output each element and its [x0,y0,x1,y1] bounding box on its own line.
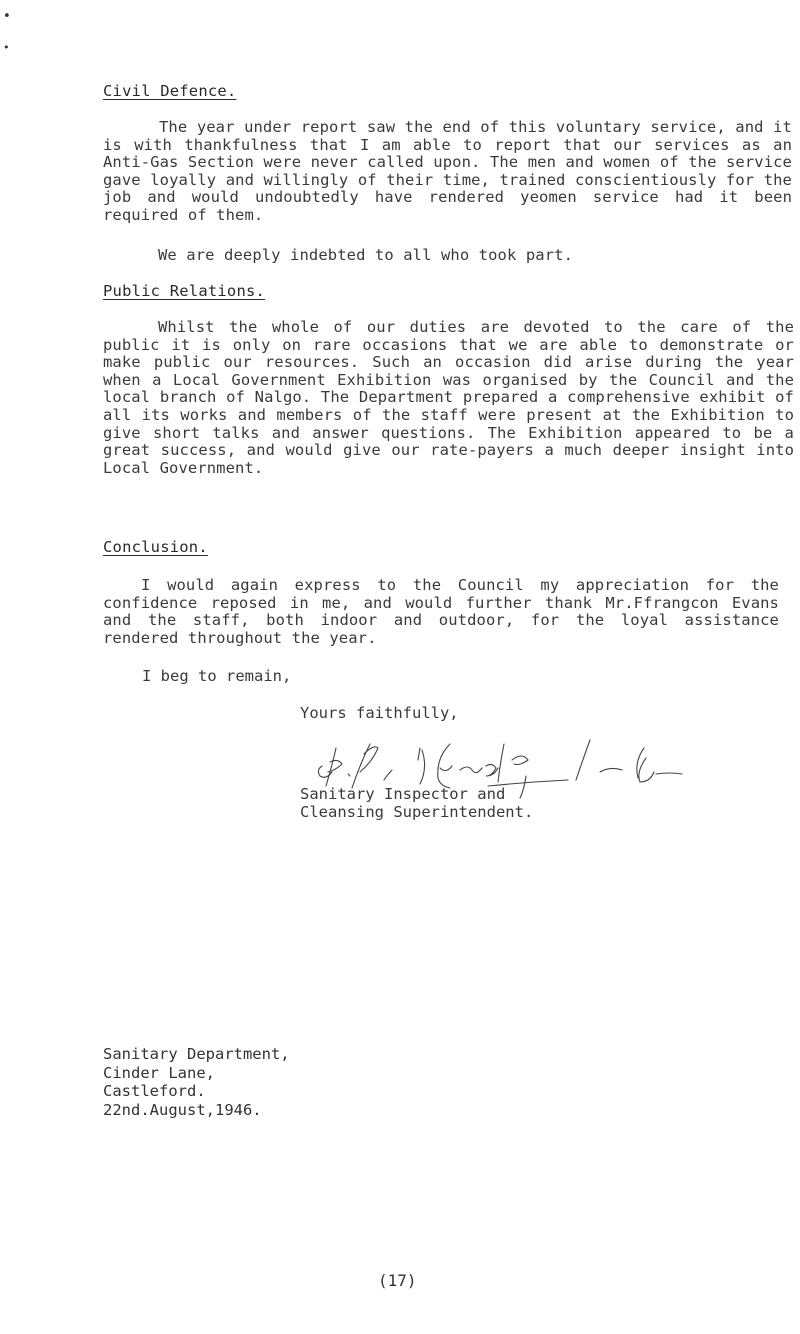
civil-defence-paragraph: The year under report saw the end of this voluntary service, and it is with thankfulness that I am able to report that our services as an Anti-Gas Section were never called upon. The men and women of the service gave loyally and willingly of their time, trained conscientiously for the job and would undoubtedly have rendered yeomen service had it been required of them. [103,118,792,224]
indebted-paragraph: We are deeply indebted to all who took part. [158,246,573,264]
conclusion-paragraph: I would again express to the Council my appreciation for the confidence reposed in me, and would further thank Mr.Ffrangcon Evans and the staff, both indoor and outdoor, for the loyal assistance rendered throughout the year. [103,576,779,647]
signatory-title-line-1: Sanitary Inspector and [300,785,506,803]
margin-mark: • [3,9,11,24]
margin-mark: • [3,41,10,54]
page-number: (17) [378,1271,417,1290]
address-line-street: Cinder Lane, [103,1063,215,1082]
address-line-town: Castleford. [103,1082,206,1100]
section-heading-public-relations: Public Relations. [103,282,266,300]
section-heading-conclusion: Conclusion. [103,538,208,556]
signatory-title-line-2: Cleansing Superintendent. [300,803,534,821]
closing-yours-faithfully: Yours faithfully, [300,704,459,722]
section-heading-civil-defence: Civil Defence. [103,82,237,100]
address-block [103,1045,290,1119]
closing-remain: I beg to remain, [142,667,292,685]
address-line-department: Sanitary Department, [103,1045,290,1063]
public-relations-paragraph: Whilst the whole of our duties are devoted to the care of the public it is only on rare occasions that we are able to demonstrate or make public our resources. Such an occasion did arise during the year when a Local Government Exhibition was organised by the Council and the local branch of Nalgo. The Department prepared a comprehensive exhibit of all its works and members of the staff were present at the Exhibition to give short talks and answer questions. The Exhibition appeared to be a great success, and would give our rate-payers a much deeper insight into Local Government. [103,318,794,477]
address-line-date: 22nd.August,1946. [103,1100,262,1119]
